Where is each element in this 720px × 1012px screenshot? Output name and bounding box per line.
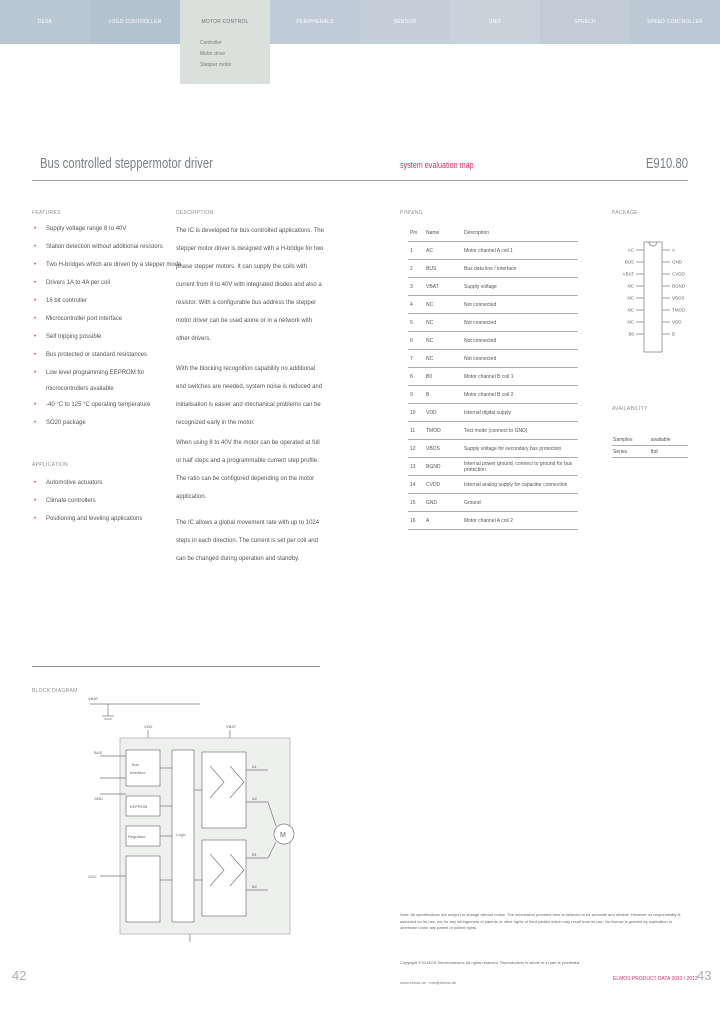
pinning-table — [408, 224, 578, 530]
package-outline — [644, 242, 662, 352]
pin-name: VBOS — [424, 440, 462, 458]
list-item: • Two H-bridges which are driven by a stepper mode — [34, 262, 182, 268]
subnav-item-controller[interactable]: Controller — [200, 40, 222, 46]
pin-name: NC — [424, 350, 462, 368]
copyright: Copyright © ELMOS Semiconductor. All rights reserved. Reproduction in whole or in part is prohibited. — [400, 960, 581, 965]
pin-name: GND — [424, 494, 462, 512]
column-header: Description — [462, 224, 578, 242]
package-pin-label: NC — [627, 295, 634, 301]
table-row — [408, 242, 578, 260]
list-item: • Low level programming EEPROM for — [34, 370, 145, 376]
pin-name: CVDD — [424, 476, 462, 494]
nav-tab-motor-control[interactable]: MOTOR CONTROL — [180, 0, 270, 84]
label-out-b2: B2 — [252, 884, 257, 889]
pin-description: Not connected — [462, 332, 578, 350]
pin-number: 14 — [408, 476, 424, 494]
pin-description: Supply voltage — [462, 278, 578, 296]
pin-description: Motor channel A coil 1 — [462, 242, 578, 260]
list-item: • Self tripping possible — [34, 334, 102, 340]
list-item: • 16 bit controller — [34, 298, 88, 304]
pin-number: 10 — [408, 404, 424, 422]
package-pin-label: VDD — [672, 319, 682, 325]
table-row — [408, 314, 578, 332]
pin-number: 12 — [408, 440, 424, 458]
pin-description: Ground — [462, 494, 578, 512]
label-supply: VBAT — [88, 696, 99, 701]
label-bus-interface-2: Interface — [130, 770, 146, 775]
label-vdd: VDD — [144, 724, 153, 729]
page-number-right: 43 — [697, 968, 712, 983]
availability-value: available — [650, 434, 688, 446]
description-paragraph: The IC is developed for bus controlled applications. The stepper motor driver is designed with a H-bridge for two phase stepper motors. It can supply the coils with current from 8 to 40V with integrated diodes and also a resistor. With a configurable bus address the stepper motor driver can be used alone or in a network with other drivers. — [176, 228, 324, 342]
list-item: • Drivers 1A to 4A per coil — [34, 280, 111, 286]
availability-label: Samples — [612, 434, 650, 446]
package-pin-label: TMOD — [672, 307, 686, 313]
nav-tab-speech[interactable]: SPEECH — [540, 0, 630, 44]
list-item: • Climate controllers — [34, 498, 96, 504]
pin-description: Motor channel B coil 2 — [462, 386, 578, 404]
pin-name: B — [424, 386, 462, 404]
label-bus: BUS — [94, 750, 103, 755]
nav-tab-desk[interactable]: DESK — [0, 0, 90, 44]
description-heading: DESCRIPTION — [176, 210, 214, 216]
availability-label: Series — [612, 446, 650, 458]
title-divider — [32, 180, 688, 181]
package-pin-label: VBOS — [672, 295, 685, 301]
pin-description: Not connected — [462, 314, 578, 332]
package-pin-label: NC — [627, 319, 634, 325]
package-pinout-diagram — [612, 236, 692, 356]
page-number-left: 42 — [12, 968, 27, 983]
list-item: • -40 °C to 125 °C operating temperature — [34, 402, 151, 408]
product-code: E910.80 — [645, 156, 688, 172]
package-pin-label: BGND — [672, 283, 686, 289]
pin-name: TMOD — [424, 422, 462, 440]
package-pin-label: B — [672, 331, 676, 337]
availability-heading: AVAILABILITY — [612, 406, 648, 412]
pin-number: 8 — [408, 368, 424, 386]
bus-interface-block — [126, 750, 160, 786]
package-pin-label: NC — [627, 307, 634, 313]
subnav-list — [200, 37, 232, 70]
table-row — [408, 260, 578, 278]
list-item: • SO20 package — [34, 420, 86, 426]
description-paragraph: With the blocking recognition capability no additional end switches are needed, system noise is reduced and initialisation is easier and mechanical problems can be recognized early in the motor. — [176, 366, 323, 426]
nav-tab-speed-controller[interactable]: SPEED CONTROLLER — [630, 0, 720, 44]
footer-brand: ELMOS PRODUCT DATA 2011 / 2012 — [613, 976, 698, 982]
table-row — [408, 422, 578, 440]
pin-number: 15 — [408, 494, 424, 512]
table-row — [408, 476, 578, 494]
label-osc: OSC — [88, 874, 97, 879]
pin-name: VBAT — [424, 278, 462, 296]
pin-name: BGND — [424, 458, 462, 476]
pinning-heading: PINNING — [400, 210, 423, 216]
column-header: Name — [424, 224, 462, 242]
table-header-row — [408, 224, 578, 242]
top-navigation — [0, 0, 720, 68]
pin-description: Motor channel A coil 2 — [462, 512, 578, 530]
section-divider — [32, 666, 320, 667]
application-heading: APPLICATION — [32, 462, 68, 468]
pin-description: Internal power ground, connect to ground for bus protection — [462, 458, 578, 476]
features-heading: FEATURES — [32, 210, 61, 216]
label-logic: Logic — [176, 832, 186, 837]
pin-description: Internal digital supply — [462, 404, 578, 422]
table-row — [612, 434, 688, 446]
pin-description: Not connected — [462, 350, 578, 368]
label-motor: M — [280, 832, 286, 839]
package-heading: PACKAGE — [612, 210, 638, 216]
pin-number: 7 — [408, 350, 424, 368]
availability-value: tbd — [650, 446, 688, 458]
block-diagram — [80, 690, 310, 950]
list-item: • Bus protected or standard resistances — [34, 352, 148, 358]
subnav-item-motor-drive[interactable]: Motor drive — [200, 51, 226, 57]
nav-tab-logo-controller[interactable]: LOGO CONTROLLER — [90, 0, 180, 44]
pin-number: 11 — [408, 422, 424, 440]
label-eeprom: EEPROM — [130, 804, 148, 809]
table-row — [408, 278, 578, 296]
list-item: • Stallon detection without additional resistors — [34, 244, 163, 250]
bridge-a-block — [202, 752, 246, 828]
list-item: • Supply voltage range 8 to 40V — [34, 226, 127, 232]
package-pin-label: BUS — [624, 259, 634, 265]
pin-number: 5 — [408, 314, 424, 332]
application-list — [32, 474, 142, 528]
description-paragraph: When using 8 to 40V the motor can be operated at full or half steps and a programmable current step profile. The ratio can be configured depending on the motor application. — [176, 440, 320, 500]
pin-description: Internal analog supply for capacitor connection — [462, 476, 578, 494]
block-diagram-heading: BLOCK DIAGRAM — [32, 688, 78, 694]
label-out-b1: B1 — [252, 852, 257, 857]
bridge-b-block — [202, 840, 246, 916]
pin-number: 13 — [408, 458, 424, 476]
availability-table — [612, 434, 688, 458]
label-out-a2: A2 — [252, 796, 257, 801]
list-item: • Automotive actuators — [34, 480, 103, 486]
features-list — [32, 220, 181, 432]
package-pin-label: CVDD — [672, 271, 685, 277]
nav-tab-peripherals[interactable]: PERIPHERALS — [270, 0, 360, 44]
label-gnd: GND — [94, 796, 103, 801]
pin-number: 6 — [408, 332, 424, 350]
label-out-a1: A1 — [252, 764, 257, 769]
list-item: • Microcontroller port interface — [34, 316, 123, 322]
label-regulator: Regulator — [128, 834, 146, 839]
pin-name: AC — [424, 242, 462, 260]
footnote: Note: All specifications are subject to change without notice. The information provided here is believed to be accurate and reliable. However no responsibility is assumed for its use, nor for any infringement of patents or other rights of third parties which may result from its use. No license is granted by implication or otherwise under any patent or patent rights. — [400, 912, 681, 930]
pin-name: A — [424, 512, 462, 530]
label-vbat-top: VBAT — [226, 724, 237, 729]
pin-description: Test mode (connect to GND) — [462, 422, 578, 440]
table-row — [408, 386, 578, 404]
pin-name: NC — [424, 332, 462, 350]
package-pin-label: B0 — [628, 331, 634, 337]
column-header: Pin — [408, 224, 424, 242]
package-pin-label: GND — [672, 259, 682, 265]
pin-description: Supply voltage for secondary bus protection — [462, 440, 578, 458]
table-row — [408, 296, 578, 314]
pin-number: 2 — [408, 260, 424, 278]
nav-tab-sensor[interactable]: SENSOR — [360, 0, 450, 44]
pin-number: 16 — [408, 512, 424, 530]
nav-tab-unit[interactable]: UNIT — [450, 0, 540, 44]
pin-name: VDD — [424, 404, 462, 422]
pin-description: Not connected — [462, 296, 578, 314]
table-row — [408, 458, 578, 476]
page-title: Bus controlled steppermotor driver — [40, 156, 213, 172]
pin-number: 1 — [408, 242, 424, 260]
label-bus-interface: Bus — [132, 762, 139, 767]
pin-name: BUS — [424, 260, 462, 278]
table-row — [408, 332, 578, 350]
package-pin-label: A — [672, 247, 676, 253]
table-row — [408, 494, 578, 512]
tagline: system evaluation map — [400, 160, 474, 170]
list-item-continuation: microcontrollers available — [46, 386, 114, 392]
description-paragraph: The IC allows a global movement rate with up to 1024 steps in each direction. The current is set per coil and can be changed during operation and standby. — [176, 520, 320, 562]
package-pin-label: NC — [627, 283, 634, 289]
pin-description: Motor channel B coil 1 — [462, 368, 578, 386]
pin-description: Bus data line / interface — [462, 260, 578, 278]
subnav-item-stepper-motor[interactable]: Stepper motor — [200, 62, 232, 68]
pin-number: 4 — [408, 296, 424, 314]
table-row — [408, 512, 578, 530]
pin-name: NC — [424, 314, 462, 332]
osc-block — [126, 856, 160, 922]
footer-contact: www.elmos.de · info@elmos.de — [400, 980, 457, 985]
table-row — [408, 440, 578, 458]
package-pin-label: AC — [627, 247, 634, 253]
pin-number: 3 — [408, 278, 424, 296]
table-row — [612, 446, 688, 458]
pin-name: NC — [424, 296, 462, 314]
pinning-table-body — [408, 242, 578, 530]
pin-name: B0 — [424, 368, 462, 386]
list-item: • Positioning and leveling applications — [34, 516, 143, 522]
table-row — [408, 368, 578, 386]
table-row — [408, 350, 578, 368]
package-pin-label: VBAT — [622, 271, 634, 277]
description-body — [176, 222, 324, 570]
pin-number: 9 — [408, 386, 424, 404]
table-row — [408, 404, 578, 422]
